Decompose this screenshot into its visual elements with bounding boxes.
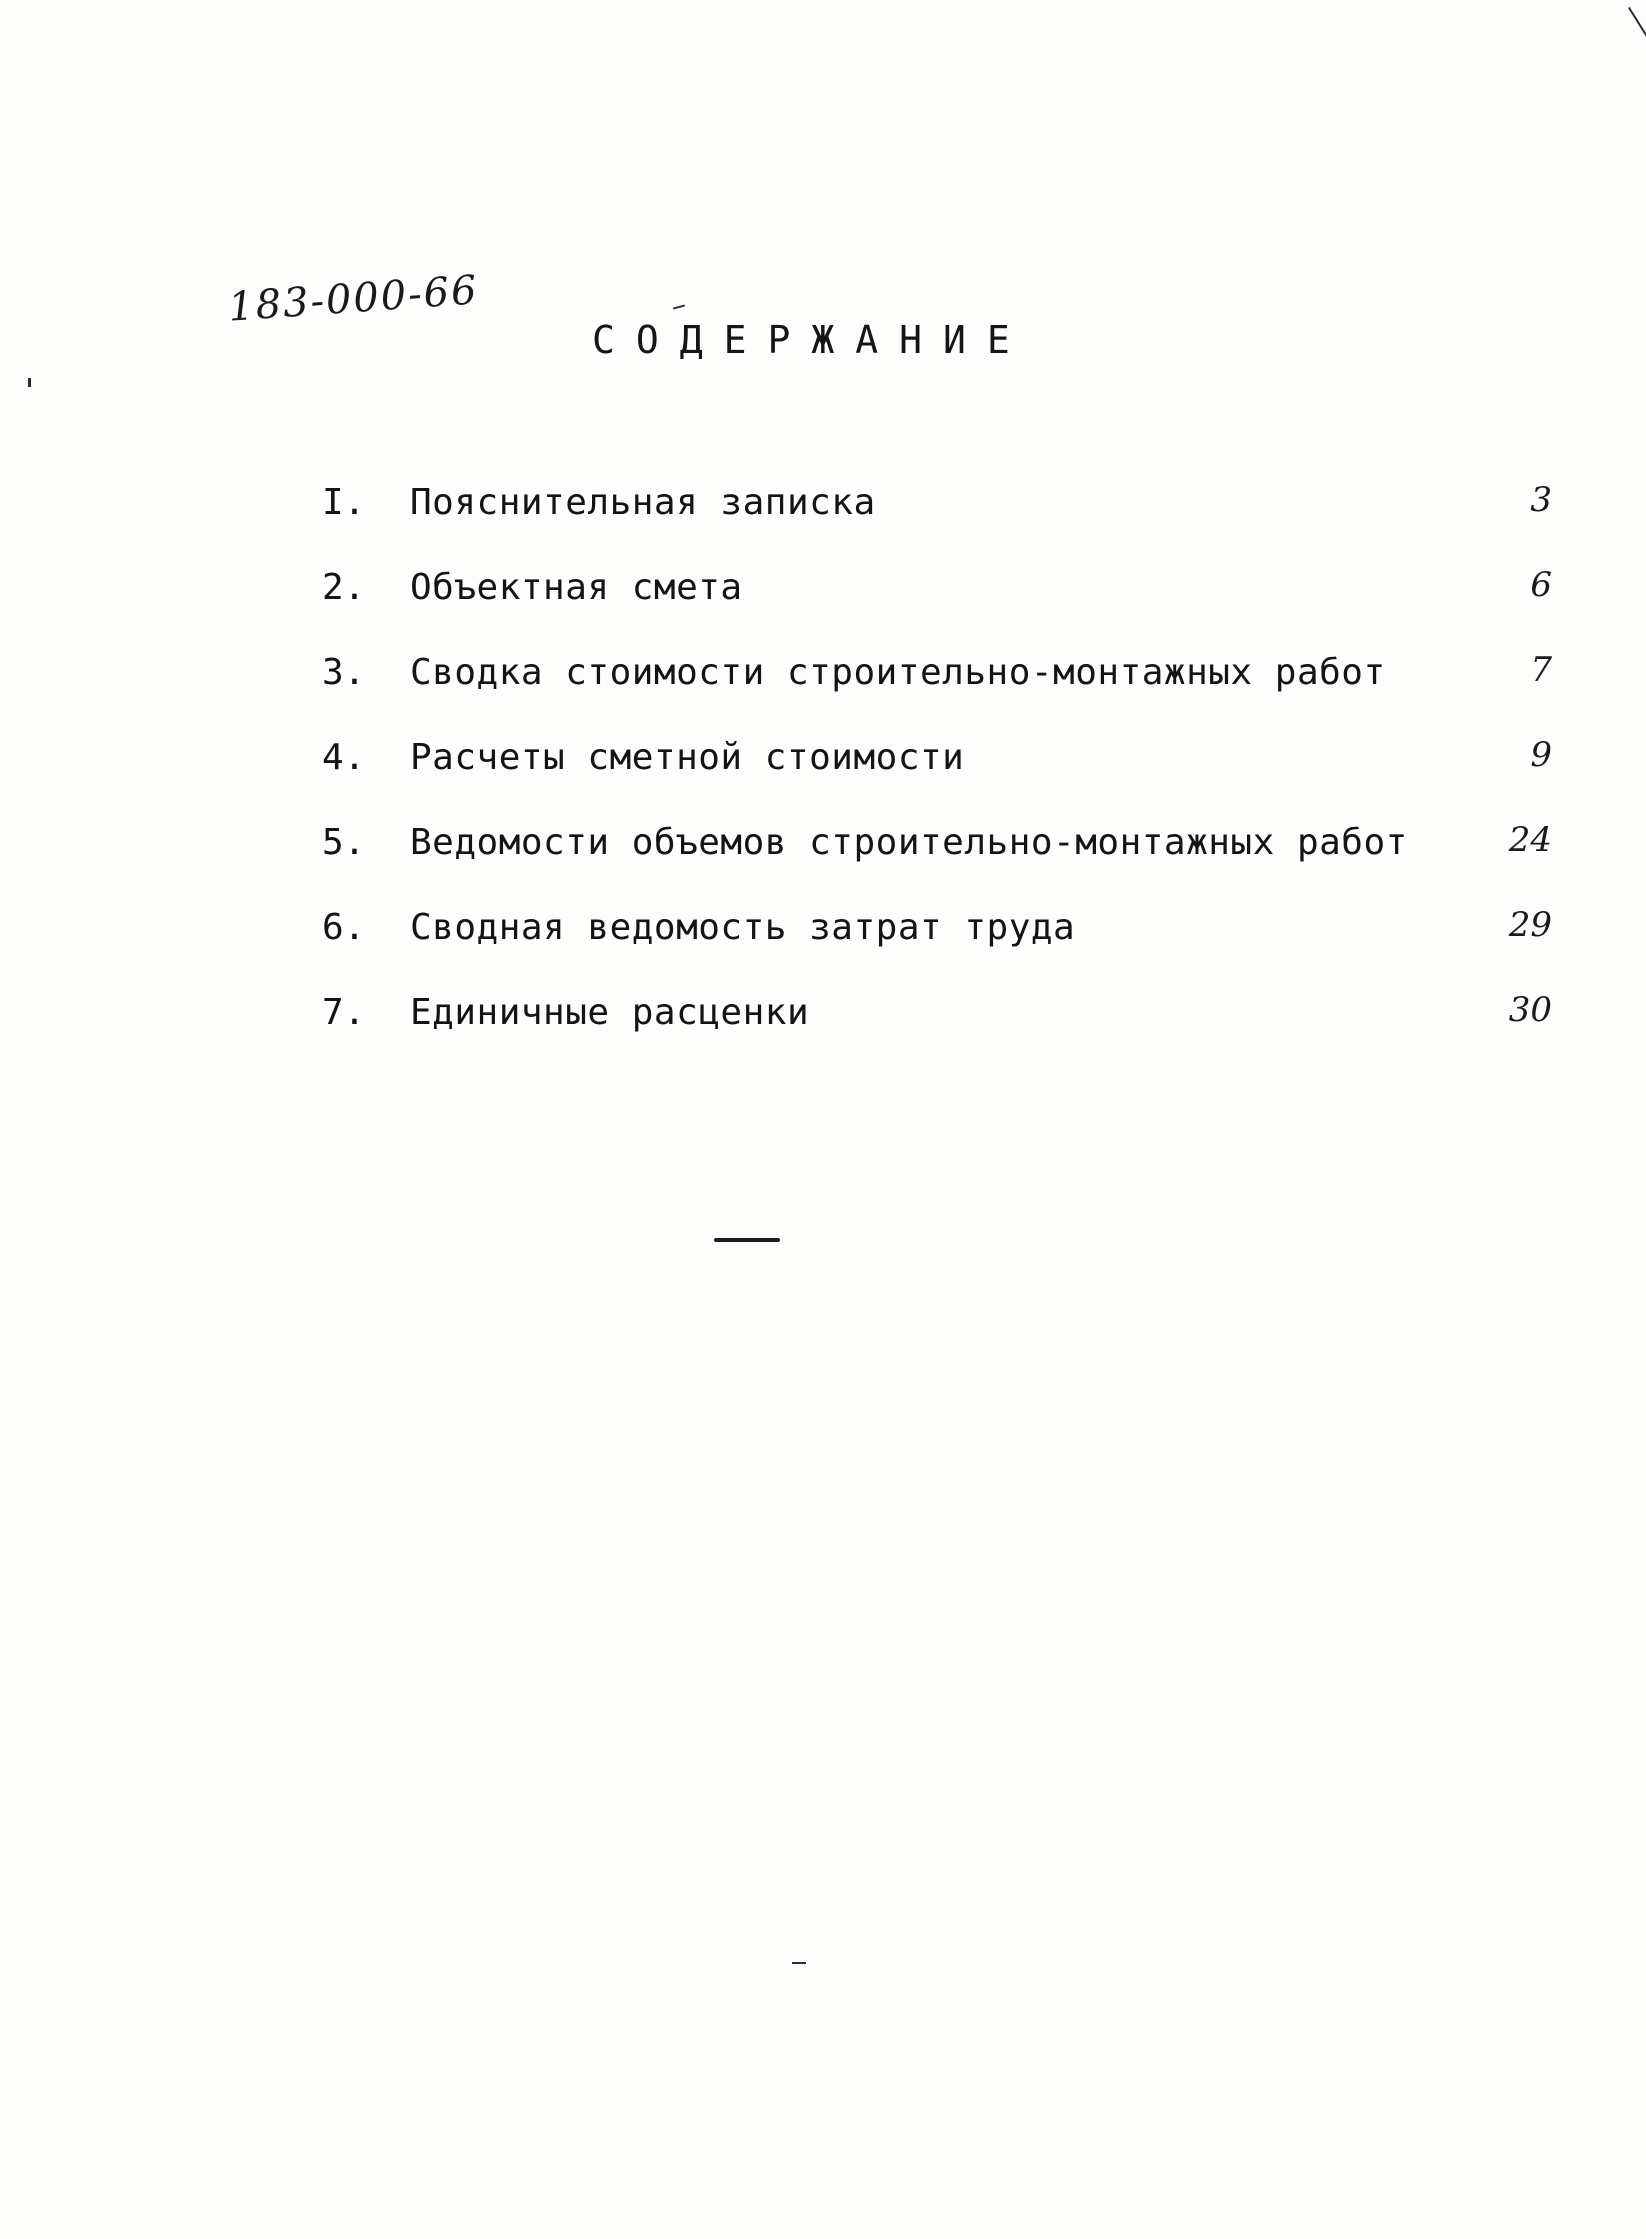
toc-item-number: 4. [322, 737, 366, 778]
scan-mark [28, 378, 31, 387]
toc-item [322, 737, 1552, 822]
toc-item [322, 652, 1552, 737]
toc-item-number: I. [322, 482, 366, 523]
toc-item-number: 6. [322, 907, 366, 948]
toc-item-number: 5. [322, 822, 366, 863]
page-title: СОДЕРЖАНИЕ [592, 318, 1031, 362]
toc-item-title: Сводка стоимости строительно-монтажных работ [410, 652, 1386, 693]
toc-item-number: 2. [322, 567, 366, 608]
toc-item [322, 567, 1552, 652]
scan-mark [792, 1962, 806, 1964]
scan-mark [1628, 7, 1646, 56]
toc-item-title: Ведомости объемов строительно-монтажных работ [410, 822, 1408, 863]
toc-item [322, 992, 1552, 1077]
handwritten-document-code: 183-000-66 [226, 267, 480, 331]
toc-item-title: Пояснительная записка [410, 482, 876, 523]
toc-item [322, 907, 1552, 992]
toc-item-page: 29 [1508, 905, 1552, 945]
scan-mark [673, 304, 685, 309]
toc-item-number: 7. [322, 992, 366, 1033]
table-of-contents [322, 482, 1552, 1077]
toc-item-page: 30 [1508, 990, 1552, 1030]
toc-item-page: 7 [1530, 650, 1552, 690]
toc-item-title: Единичные расценки [410, 992, 810, 1033]
toc-item-title: Расчеты сметной стоимости [410, 737, 965, 778]
end-of-contents-rule [714, 1238, 780, 1242]
toc-item-title: Объектная смета [410, 567, 743, 608]
toc-item-title: Сводная ведомость затрат труда [410, 907, 1076, 948]
toc-item-page: 9 [1530, 735, 1552, 775]
toc-item-number: 3. [322, 652, 366, 693]
toc-item [322, 822, 1552, 907]
toc-item-page: 3 [1530, 480, 1552, 520]
toc-item [322, 482, 1552, 567]
toc-item-page: 24 [1508, 820, 1552, 860]
toc-item-page: 6 [1530, 565, 1552, 605]
